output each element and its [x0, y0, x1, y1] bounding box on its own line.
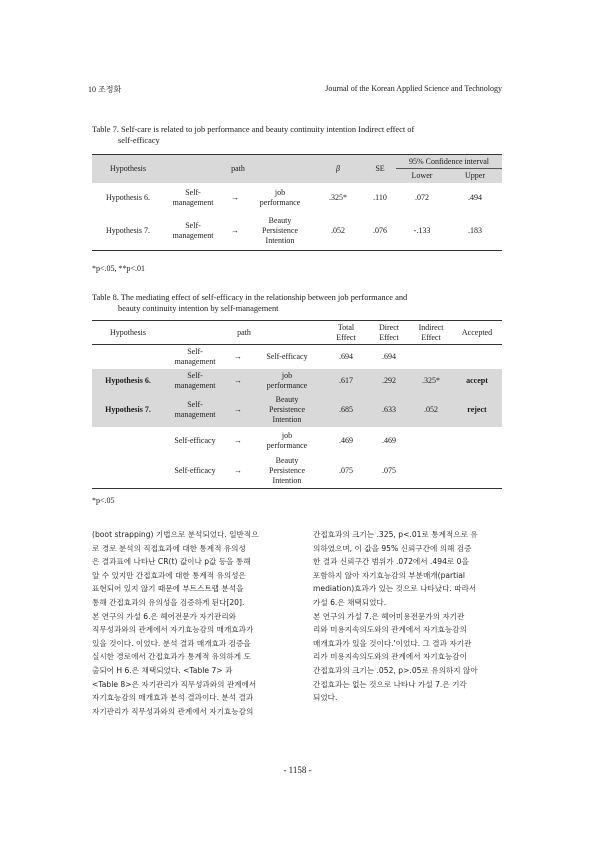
t7-lower: -.133	[396, 213, 448, 251]
t8-to: Beauty Persistence Intention	[250, 393, 324, 427]
t8-head-total: Total Effect	[324, 321, 368, 345]
page-number: - 1158 -	[283, 765, 312, 775]
t7-head-hypothesis: Hypothesis	[92, 155, 164, 183]
table-row	[92, 213, 502, 251]
t8-accepted: reject	[452, 393, 502, 427]
t8-total: .075	[324, 455, 368, 489]
t8-direct: .075	[368, 455, 410, 489]
t7-se: .076	[364, 213, 396, 251]
table-row	[92, 183, 502, 213]
t8-arrow-icon: →	[234, 435, 242, 445]
t8-to: Beauty Persistence Intention	[250, 455, 324, 489]
running-header-left: 10 조정화	[88, 85, 122, 94]
body-line: 있을 것이다. 이었다. 분석 결과 매개효과 검증을	[92, 638, 251, 648]
t8-arrow-icon: →	[226, 393, 250, 427]
t8-hyp	[92, 427, 164, 455]
body-left-column	[92, 528, 292, 718]
t8-head-hypothesis: Hypothesis	[92, 321, 164, 345]
t8-direct: .694	[382, 351, 396, 361]
t7-beta: .052	[312, 213, 364, 251]
t7-beta: .325*	[329, 192, 347, 202]
t8-from: Self-efficacy	[174, 435, 216, 445]
t7-to: job performance	[259, 187, 301, 207]
body-line: 리가 미용지속의도와의 관계에서 자기효능감이	[313, 652, 467, 662]
t8-accepted	[452, 455, 502, 489]
t7-head-lower: Lower	[396, 169, 448, 183]
body-line: 자기관리가 직무성과와의 관계에서 자기효능감의	[92, 706, 254, 716]
t8-indirect: .052	[410, 393, 452, 427]
t8-accepted	[452, 345, 502, 369]
body-line: 로 경로 분석의 직접효과에 대한 통계적 유의성	[92, 543, 246, 553]
body-line: 직무성과와의 관계에서 자기효능감의 매개효과가	[92, 625, 254, 635]
table7-caption	[92, 124, 502, 146]
t7-upper: .494	[468, 192, 482, 202]
t8-arrow-icon: →	[226, 369, 250, 393]
t7-hyp: Hypothesis 6.	[106, 192, 150, 202]
body-line: 간접효과는 없는 것으로 나타나 가설 7.은 기각	[313, 679, 467, 689]
table7-caption-line2: self-efficacy	[118, 136, 160, 145]
t7-head-se: SE	[364, 155, 396, 183]
t8-indirect: .325*	[410, 369, 452, 393]
body-line: 본 연구의 가설 7.은 헤어미용전문가의 자기관	[313, 611, 465, 621]
t8-head-path: path	[164, 321, 324, 345]
t8-direct: .633	[368, 393, 410, 427]
body-line: 출되어 H 6.은 채택되었다. <Table 7> 과	[92, 665, 233, 675]
t8-direct: .469	[382, 435, 396, 445]
body-line: 실시한 경로에서 간접효과가 통계적 유의하게 도	[92, 652, 251, 662]
t8-to: Self-efficacy	[266, 351, 308, 361]
t8-arrow-icon: →	[234, 351, 242, 361]
t7-head-beta: β	[312, 155, 364, 183]
body-line: 되었다.	[313, 693, 338, 703]
body-line: 포함하지 않아 자기효능감의 부분매개(partial	[313, 570, 466, 580]
t7-from: Self- management	[164, 213, 222, 251]
t8-accepted: accept	[452, 369, 502, 393]
t8-from: Self- management	[164, 393, 226, 427]
body-line: 가설 6.은 채택되었다.	[313, 597, 387, 607]
t8-accepted	[452, 427, 502, 455]
table8-caption-line1: Table 8. The mediating effect of self-efficacy in the relationship between job performance and	[92, 293, 408, 302]
body-line: 간접효과의 크기는 .325, p<.01로 통계적으로 유	[313, 530, 478, 539]
t8-hyp	[92, 345, 164, 369]
table7-note: *p<.05, **p<.01	[92, 264, 146, 273]
t7-from: Self- management	[172, 187, 214, 207]
body-line: (boot strapping) 기법으로 분석되었다. 일반적으	[92, 530, 259, 539]
t8-indirect	[410, 455, 452, 489]
t7-head-upper: Upper	[448, 169, 502, 183]
body-line: 은 결과표에 나타난 CR(t) 값이나 p값 등을 통해	[92, 557, 251, 567]
t7-se: .110	[373, 192, 387, 202]
t7-hyp: Hypothesis 7.	[92, 213, 164, 251]
body-line: 표현되어 있지 않기 때문에 부트스트랩 분석을	[92, 584, 244, 594]
t7-arrow-icon: →	[222, 213, 248, 251]
t8-to: job performance	[250, 369, 324, 393]
t8-hyp	[92, 455, 164, 489]
t8-total: .694	[339, 351, 353, 361]
t8-direct: .292	[368, 369, 410, 393]
t8-from: Self-efficacy	[164, 455, 226, 489]
body-line: 간접효과의 크기는 .052, p>.05로 유의하지 않아	[313, 665, 478, 675]
body-line: 한 결과 신뢰구간 범위가 .072에서 .494로 0을	[313, 557, 469, 567]
t8-arrow-icon: →	[226, 455, 250, 489]
table8	[92, 320, 502, 489]
body-line: 알 수 있지만 간접효과에 대한 통계적 유의성은	[92, 570, 246, 580]
table-row	[92, 427, 502, 455]
table-row	[92, 393, 502, 427]
body-line: 매개효과가 있을 것이다.'이었다. 그 결과 자기관	[313, 638, 472, 648]
t8-indirect	[410, 345, 452, 369]
body-line: mediation)효과가 있는 것으로 나타났다. 따라서	[313, 584, 477, 594]
body-line: 리와 미용지속의도와의 관계에서 자기효능감의	[313, 625, 467, 635]
t7-head-path: path	[164, 155, 312, 183]
t7-lower: .072	[415, 192, 429, 202]
body-line: <Table 8>은 자기관리가 직무성과와의 관계에서	[92, 679, 257, 689]
t8-total: .469	[339, 435, 353, 445]
table-row	[92, 455, 502, 489]
t8-from: Self- management	[174, 346, 216, 366]
t7-arrow-icon: →	[231, 192, 239, 202]
body-line: 자기효능감의 매개효과 분석 결과이다. 분석 결과	[92, 693, 254, 703]
t7-head-ci: 95% Confidence interval	[396, 155, 502, 169]
t8-from: Self- management	[164, 369, 226, 393]
table8-note: *p<.05	[92, 496, 115, 505]
t8-total: .617	[324, 369, 368, 393]
table8-caption	[92, 292, 502, 314]
table-row	[92, 369, 502, 393]
t8-head-indirect: Indirect Effect	[410, 321, 452, 345]
t8-hyp: Hypothesis 7.	[92, 393, 164, 427]
running-header-journal: Journal of the Korean Applied Science and Technology	[325, 84, 502, 93]
table7	[92, 154, 502, 251]
table8-caption-line2: beauty continuity intention by self-management	[118, 304, 279, 313]
t8-total: .685	[324, 393, 368, 427]
t7-upper: .183	[448, 213, 502, 251]
table7-caption-line1: Table 7. Self-care is related to job performance and beauty continuity intention Indirect effect of	[92, 125, 415, 134]
body-right-column	[313, 528, 513, 705]
t7-to: Beauty Persistence Intention	[248, 213, 312, 251]
t8-head-accepted: Accepted	[452, 321, 502, 345]
body-line: 통해 간접효과의 유의성을 검증하게 된다[20].	[92, 597, 245, 607]
t8-hyp: Hypothesis 6.	[92, 369, 164, 393]
body-line: 의하였으며, 이 값을 95% 신뢰구간에 의해 검증	[313, 543, 472, 553]
body-line: 본 연구의 가설 6.은 헤어전문가 자기관리와	[92, 611, 237, 621]
t8-to: job performance	[266, 430, 308, 450]
t8-head-direct: Direct Effect	[368, 321, 410, 345]
t8-indirect	[410, 427, 452, 455]
table-row	[92, 345, 502, 369]
